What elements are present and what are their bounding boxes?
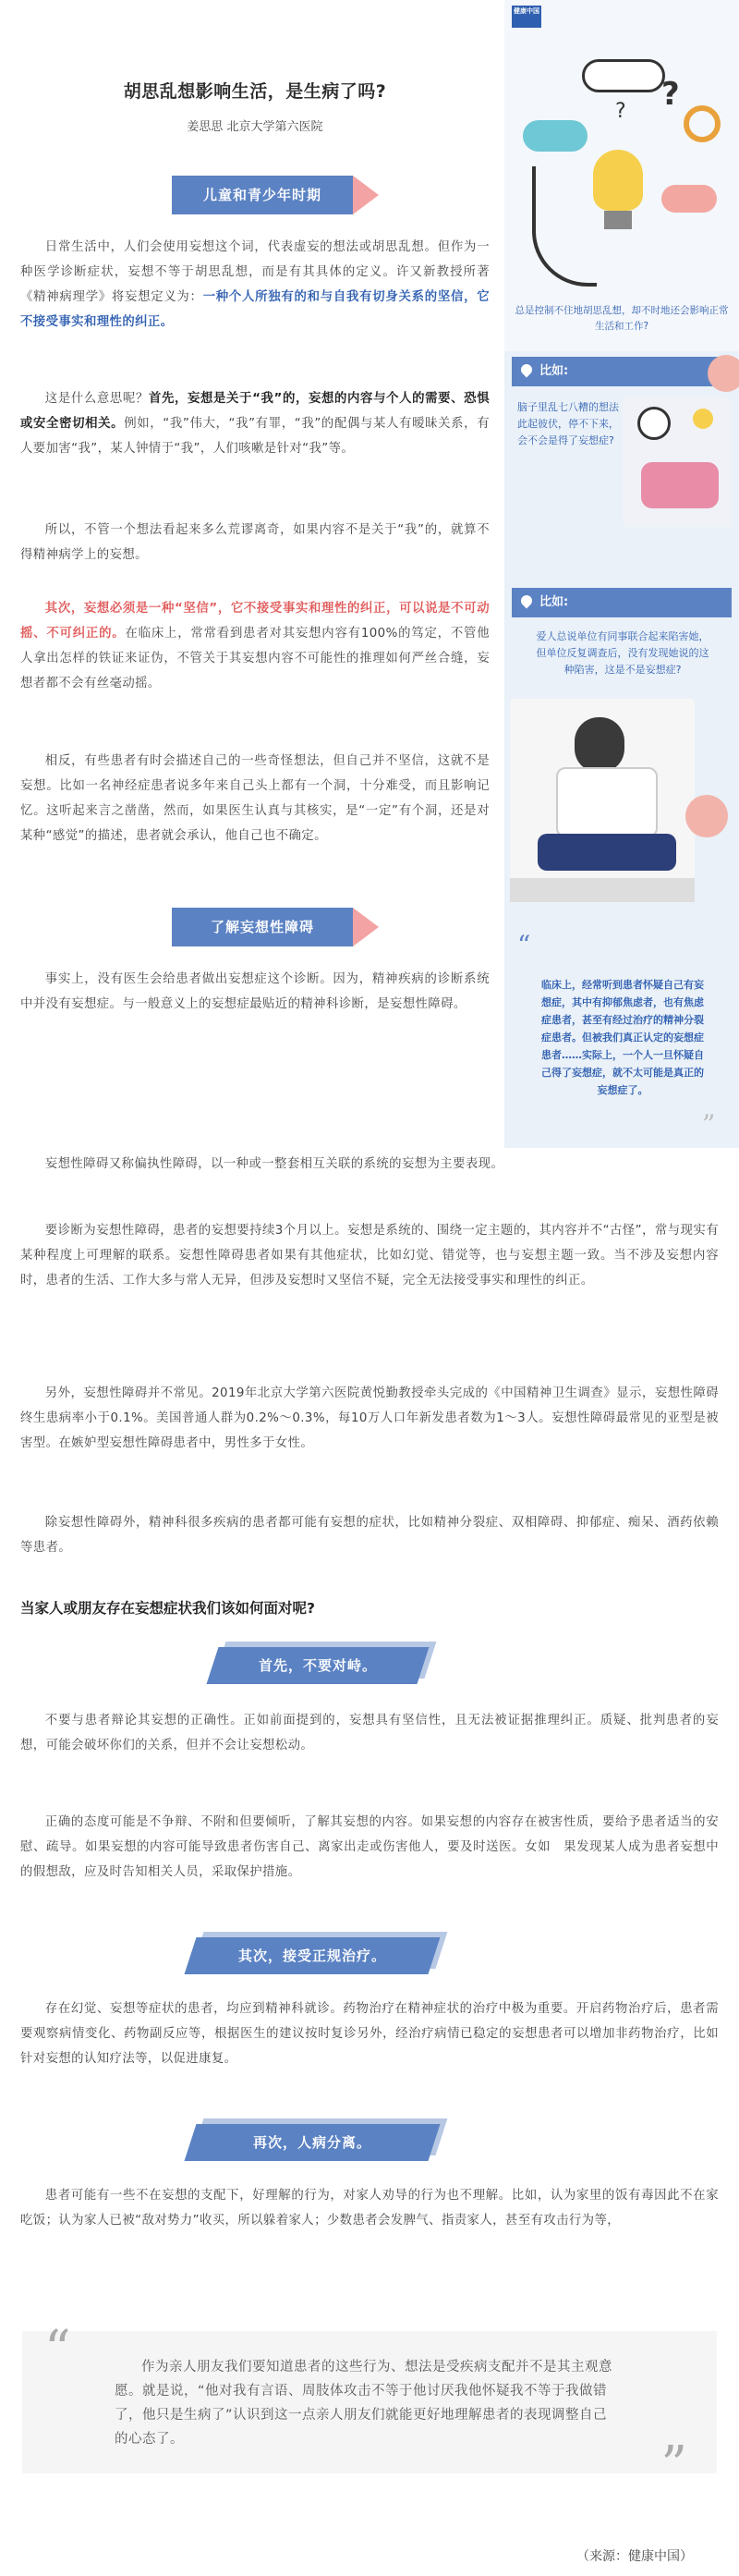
cloud-icon xyxy=(661,185,717,213)
thought-cloud-icon xyxy=(582,59,665,92)
question-mark-icon: ? xyxy=(615,100,626,123)
sleepless-illustration xyxy=(623,397,732,527)
question-mark-icon: ? xyxy=(661,76,680,113)
trousers xyxy=(538,834,676,871)
logo: 健康中国 xyxy=(512,6,541,28)
question-caption: 总是控制不住地胡思乱想，却不时地还会影响正常生活和工作? xyxy=(515,305,729,332)
shirt xyxy=(556,767,658,837)
example-text: 爱人总说单位有同事联合起来陷害她，但单位反复调查后，没有发现她说的这种陷害，这是不是妄想症? xyxy=(536,630,709,676)
article-author: 姜思思 北京大学第六医院 xyxy=(187,120,323,134)
open-quote-icon: “ xyxy=(44,2320,71,2380)
worried-man-illustration xyxy=(510,699,695,902)
section-heading-childhood xyxy=(172,176,353,214)
paragraph: 相反，有些患者有时会描述自己的一些奇怪想法，但自己并不坚信，这就不是妄想。比如一名神经症患者说多年来自己头上都有一个洞，十分难受，而且影响记忆。这听起来言之凿凿，然而，如果医生认真与其核实，是“一定”有个洞，还是对某种“感觉”的描述，患者就会承认，他自己也不确定。 xyxy=(20,754,490,843)
decor-circle xyxy=(708,355,739,392)
highlight-red: 其次，妄想必须是一种“坚信”，它不接受事实和理性的纠正，可以说是不可动摇、不可纠正的。 xyxy=(20,602,490,641)
gear-icon xyxy=(684,105,721,142)
paragraph: 患者可能有一些不在妄想的支配下，好理解的行为，对家人劝导的行为也不理解。比如，认为家里的饭有毒因此不在家吃饭；认为家人已被“敌对势力”收买，所以躲着家人；少数患者会发脾气、指责家人，甚至有攻击行为等， xyxy=(20,2189,719,2228)
bold-text: 首先，妄想是关于“我”的，妄想的内容与个人的需要、恐惧或安全密切相关。 xyxy=(20,392,490,431)
subsection-heading xyxy=(190,1937,434,1974)
moon-icon xyxy=(693,409,713,429)
thinking-illustration xyxy=(504,0,739,351)
paragraph: 正确的态度可能是不争辩、不附和但要倾听，了解其妄想的内容。如果妄想的内容存在被害性质，要给予患者适当的安慰、疏导。如果妄想的内容可能导致患者伤害自己、离家出走或伤害他人，要及时送医。女如 果发现某人成为患者妄想中的假想敌，应及时告知相关人员，采取保护措施。 xyxy=(20,1815,719,1879)
paragraph: 事实上，没有医生会给患者做出妄想症这个诊断。因为，精神疾病的诊断系统中并没有妄想症。与一般意义上的妄想症最贴近的精神科诊断，是妄想性障碍。 xyxy=(20,972,490,1011)
highlight-definition: 一种个人所独有的和与自我有切身关系的坚信，它不接受事实和理性的纠正。 xyxy=(20,290,490,329)
clinic-text: 临床上，经常听到患者怀疑自己有妄想症，其中有抑郁焦虑者，也有焦虑症患者，甚至有经过治疗的精神分裂症患者。但被我们真正认定的妄想症患者……实际上，一个人一旦怀疑自己得了妄想症，就不太可能是真正的妄想症了。 xyxy=(541,979,704,1096)
paragraph: 除妄想性障碍外，精神科很多疾病的患者都可能有妄想的症状，比如精神分裂症、双相障碍、抑郁症、痴呆、酒药依赖等患者。 xyxy=(20,1516,719,1555)
head-outline xyxy=(532,166,597,287)
floor xyxy=(510,878,695,902)
sidebar-illustration xyxy=(504,0,739,1148)
subsection-heading xyxy=(190,2124,434,2161)
decor-circle xyxy=(685,795,728,837)
open-quote-icon: “ xyxy=(517,930,531,960)
paragraph: 不要与患者辩论其妄想的正确性。正如前面提到的，妄想具有坚信性，且无法被证据推理纠正。质疑、批判患者的妄想，可能会破坏你们的关系，但并不会让妄想松动。 xyxy=(20,1714,719,1752)
paragraph: 这是什么意思呢？首先，妄想是关于“我”的，妄想的内容与个人的需要、恐惧或安全密切相关。例如，“我”伟大，“我”有罪，“我”的配偶与某人有暧昧关系，有人要加害“我”，某人钟情于“我”，人们咳嗽是针对“我”等。 xyxy=(20,392,490,456)
source-credit: （来源：健康中国） xyxy=(576,2549,693,2564)
example-text: 脑子里乱七八糟的想法此起彼伏，停不下来，会不会是得了妄想症? xyxy=(517,401,619,446)
paragraph: 日常生活中，人们会使用妄想这个词，代表虚妄的想法或胡思乱想。但作为一种医学诊断症状，妄想不等于胡思乱想，而是有其具体的定义。许又新教授所著《精神病理学》将妄想定义为：一种个人所独有的和与自我有切身关系的坚信，它不接受事实和理性的纠正。 xyxy=(20,240,490,329)
paragraph: 其次，妄想必须是一种“坚信”，它不接受事实和理性的纠正，可以说是不可动摇、不可纠正的。在临床上，常常看到患者对其妄想内容有100%的笃定，不管他人拿出怎样的铁证来证伪，不管关于其妄想内容不可能性的推理如何严丝合缝，妄想者都不会有丝毫动摇。 xyxy=(20,602,490,690)
hair xyxy=(575,717,624,773)
section-heading-label: 儿童和青少年时期 xyxy=(202,187,321,203)
bulb-base xyxy=(604,211,632,229)
question-heading: 当家人或朋友存在妄想症状我们该如何面对呢? xyxy=(20,1600,315,1617)
clock-icon xyxy=(637,407,671,440)
cloud-icon xyxy=(523,120,588,152)
example-label: 比如: xyxy=(512,357,732,386)
example-label: 比如: xyxy=(512,588,732,617)
section-heading-label: 了解妄想性障碍 xyxy=(210,919,314,935)
paragraph: 要诊断为妄想性障碍，患者的妄想要持续3个月以上。妄想是系统的、围绕一定主题的，其内容并不“古怪”，常与现实有某种程度上可理解的联系。妄想性障碍患者如果有其他症状，比如幻觉、错觉等，也与妄想主题一致。当不涉及妄想内容时，患者的生活、工作大多与常人无异，但涉及妄想时又坚信不疑，完全无法接受事实和理性的纠正。 xyxy=(20,1224,719,1288)
quote-block xyxy=(22,2320,717,2496)
subsection-heading xyxy=(212,1647,423,1684)
paragraph: 另外，妄想性障碍并不常见。2019年北京大学第六医院黄悦勤教授牵头完成的《中国精神卫生调查》显示，妄想性障碍终生患病率小于0.1%。美国普通人群为0.2%～0.3%，每10万人口年新发患者数为1～3人。妄想性障碍最常见的亚型是被害型。在嫉妒型妄想性障碍患者中，男性多于女性。 xyxy=(20,1386,719,1450)
quote-text: 作为亲人朋友我们要知道患者的这些行为、想法是受疾病支配并不是其主观意愿。就是说，“他对我有言语、周肢体攻击不等于他讨厌我他怀疑我不等于我做错了，他只是生病了”认识到这一点亲人朋友们就能更好地理解患者的表现调整自己的心态了。 xyxy=(115,2360,612,2447)
subsection-heading-label: 首先，不要对峙。 xyxy=(258,1657,377,1674)
section-heading-disorder xyxy=(172,908,353,946)
close-quote-icon: ” xyxy=(702,1109,716,1140)
close-quote-icon: ” xyxy=(660,2436,687,2496)
paragraph: 存在幻觉、妄想等症状的患者，均应到精神科就诊。药物治疗在精神症状的治疗中极为重要。开启药物治疗后，患者需要观察病情变化、药物副反应等，根据医生的建议按时复诊另外，经治疗病情已稳定的妄想患者可以增加非药物治疗，比如针对妄想的认知疗法等，以促进康复。 xyxy=(20,2002,719,2066)
article-title: 胡思乱想影响生活，是生病了吗? xyxy=(123,81,387,102)
subsection-heading-label: 其次，接受正规治疗。 xyxy=(237,1947,386,1964)
blanket xyxy=(641,462,719,508)
paragraph: 所以，不管一个想法看起来多么荒谬离奇，如果内容不是关于“我”的，就算不得精神病学上的妄想。 xyxy=(20,523,490,562)
paragraph: 妄想性障碍又称偏执性障碍，以一种或一整套相互关联的系统的妄想为主要表现。 xyxy=(44,1157,504,1171)
lightbulb-icon xyxy=(593,150,643,211)
subsection-heading-label: 再次，人病分离。 xyxy=(252,2134,371,2151)
